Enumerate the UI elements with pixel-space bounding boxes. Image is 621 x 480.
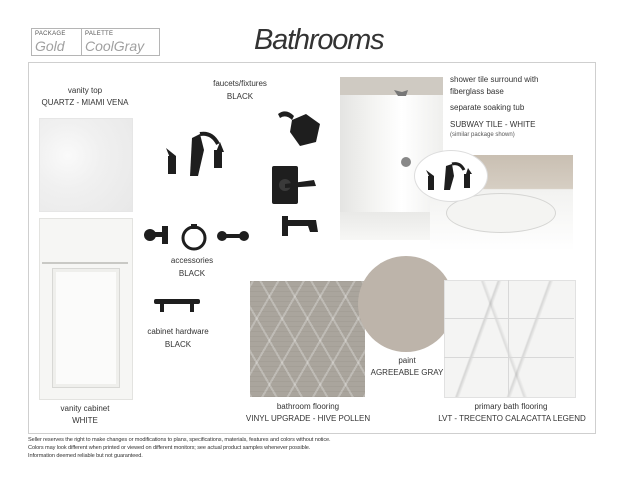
disclaimer-line1: Seller reserves the right to make changes or modifications to plans, specifications, materials, features and colors without notice.: [28, 437, 331, 443]
accessories-value: BLACK: [178, 269, 206, 278]
shower-floor: [340, 212, 443, 240]
paint-swatch: [358, 256, 454, 352]
soaking-tub-text: separate soaking tub: [450, 103, 525, 112]
vanity-top-label: vanity top: [67, 86, 103, 95]
accessories-icon: [142, 222, 254, 252]
faucets-value: BLACK: [226, 92, 254, 101]
package-value: Gold: [35, 38, 65, 54]
vanity-cabinet-label: vanity cabinet: [60, 404, 110, 413]
tub-faucet-icon: [424, 160, 476, 192]
vanity-top-value: QUARTZ - MIAMI VENA: [41, 98, 129, 107]
faucets-label: faucets/fixtures: [213, 79, 267, 88]
package-box: [31, 28, 82, 56]
shower-head-icon: [276, 106, 326, 151]
page-title: Bathrooms: [254, 24, 384, 56]
primary-flooring-label: primary bath flooring: [474, 402, 548, 411]
similar-package-note: (similar package shown): [450, 132, 515, 138]
shower-line1: shower tile surround with: [450, 75, 539, 84]
cabinet-door: [52, 268, 120, 388]
paint-label: paint: [398, 356, 416, 365]
vinyl-flooring-swatch: [250, 281, 365, 397]
cabinet-hardware-value: BLACK: [164, 340, 192, 349]
disclaimer-line3: Information deemed reliable but not guaranteed.: [28, 453, 143, 459]
palette-box: [81, 28, 160, 56]
cabinet-rail: [42, 262, 128, 264]
shower-fixture-icon: [392, 88, 412, 100]
cabinet-pull-icon: [154, 296, 200, 314]
shower-handle-icon: [400, 155, 412, 169]
palette-label: PALETTE: [85, 31, 114, 37]
primary-flooring-value: LVT - TRECENTO CALACATTA LEGEND: [438, 414, 586, 423]
package-label: PACKAGE: [35, 31, 66, 37]
marble-tile-grid: [444, 280, 574, 396]
bathroom-flooring-label: bathroom flooring: [276, 402, 340, 411]
tub-spout-icon: [282, 214, 322, 238]
disclaimer-line2: Colors may look different when printed or viewed on different monitors; see actual product samples whenever possible.: [28, 445, 311, 451]
shower-valve-icon: [270, 164, 320, 206]
palette-value: CoolGray: [85, 38, 145, 54]
sink-faucet-icon: [160, 128, 230, 183]
quartz-swatch: [39, 118, 133, 212]
subway-tile-text: SUBWAY TILE - WHITE: [450, 120, 536, 129]
bathroom-flooring-value: VINYL UPGRADE - HIVE POLLEN: [245, 414, 371, 423]
accessories-label: accessories: [170, 256, 214, 265]
shower-line2: fiberglass base: [450, 87, 504, 96]
cabinet-hardware-label: cabinet hardware: [147, 327, 209, 336]
vanity-cabinet-value: WHITE: [72, 416, 98, 425]
paint-value: AGREEABLE GRAY: [370, 368, 444, 377]
